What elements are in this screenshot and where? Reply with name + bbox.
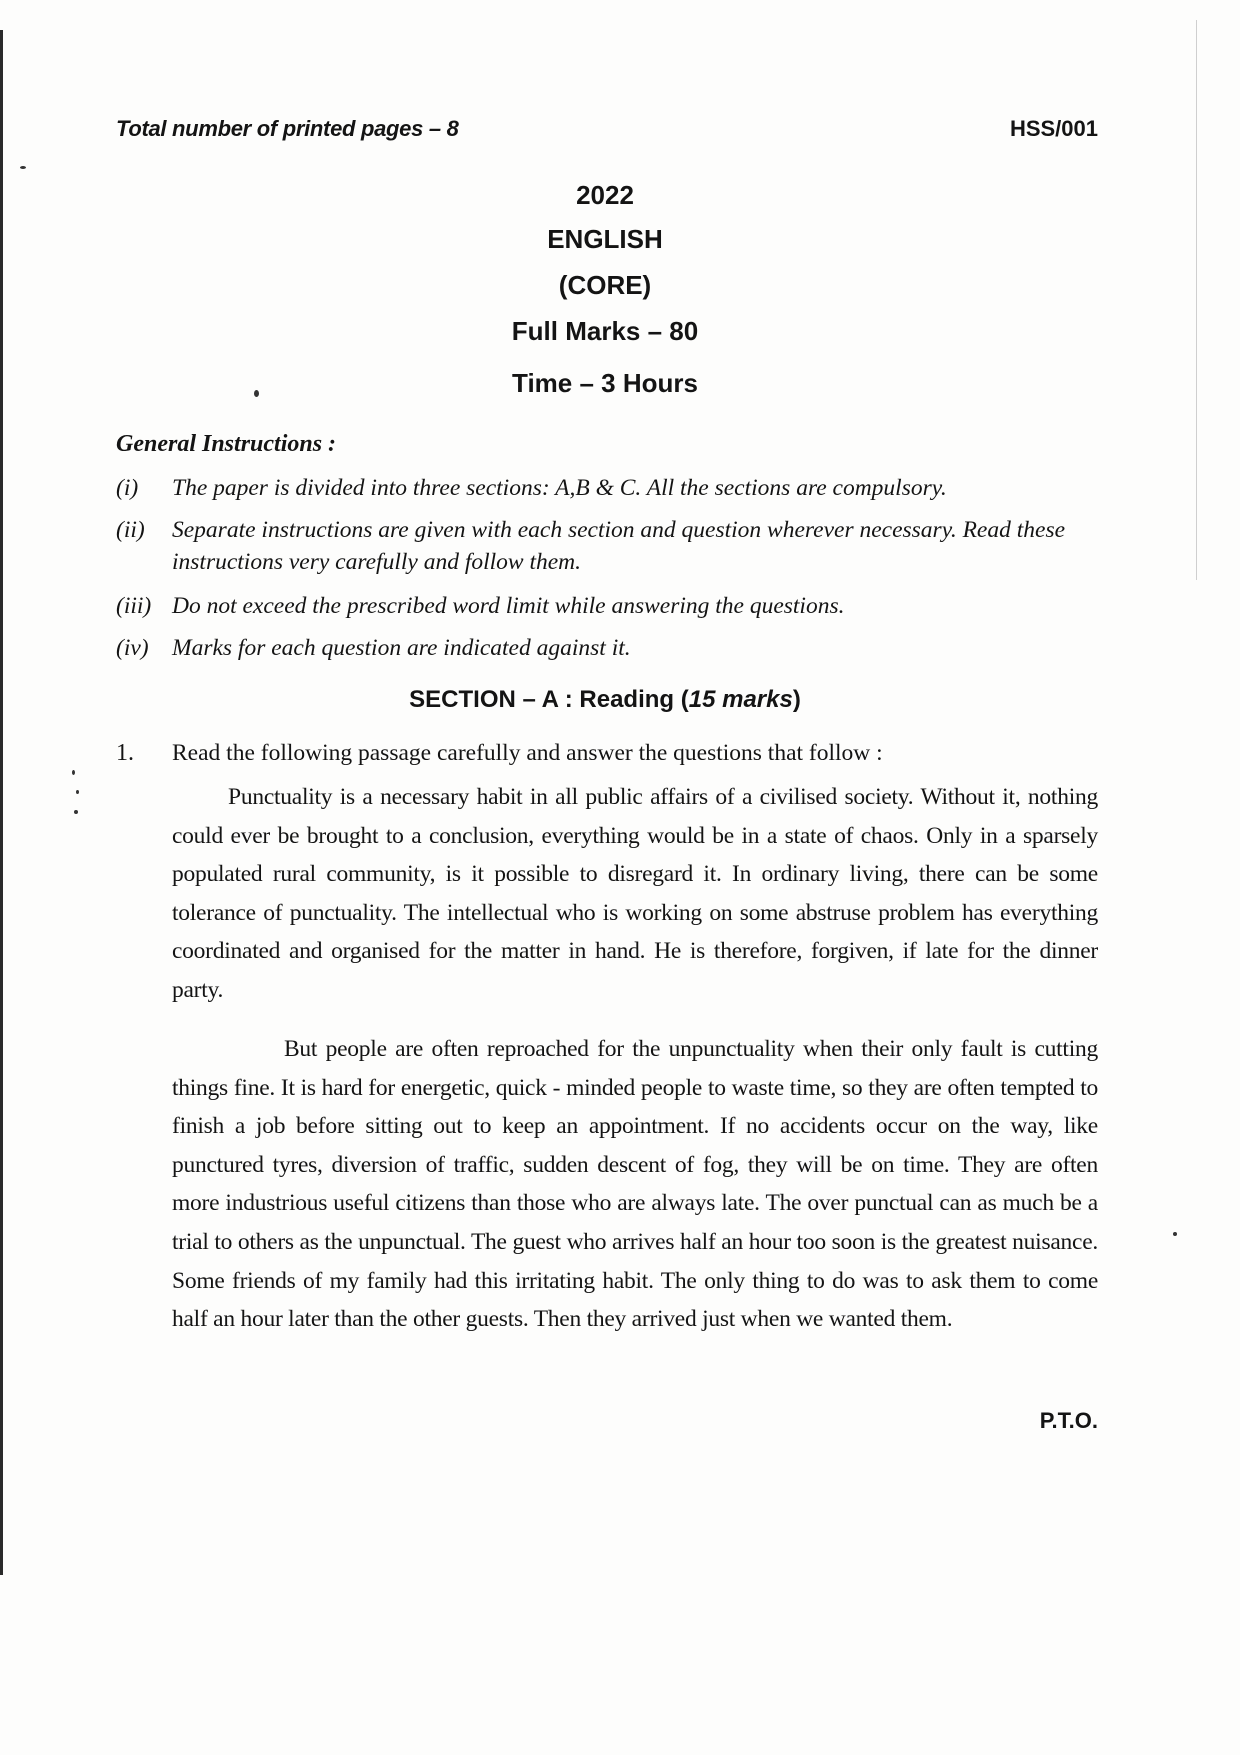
total-pages-label: Total number of printed pages – 8 xyxy=(116,116,459,141)
question-prompt: Read the following passage carefully and answer the questions that follow : xyxy=(172,740,883,766)
scan-speck xyxy=(72,770,75,775)
exam-year: 2022 xyxy=(576,180,634,210)
instruction-item xyxy=(116,514,1102,578)
instruction-number: (iv) xyxy=(116,635,149,661)
scan-speck xyxy=(1173,1232,1177,1236)
section-a-marks: 15 marks xyxy=(688,686,793,713)
scan-edge-left xyxy=(0,30,3,1575)
scan-speck xyxy=(20,166,26,169)
passage-paragraph-2: But people are often reproached for the unpunctuality when their only fault is cutting things fine. It is hard for energetic, quick - minded people to waste time, so they are often tempted to finish a job before sitting out to keep an appointment. If no accidents occur on the way, like punctured tyres, diversion of traffic, sudden descent of fog, they will be on time. They are often more industrious useful citizens than those who are always late. The over punctual can as much be a trial to others as the unpunctual. The guest who arrives half an hour too soon is the greatest nuisance. Some friends of my family had this irritating habit. The only thing to do was to ask them to come half an hour later than the other guests. Then they arrived just when we wanted them. xyxy=(172,1036,1098,1333)
instruction-number: (i) xyxy=(116,475,139,501)
instruction-item xyxy=(116,472,1102,504)
question-number: 1. xyxy=(116,740,134,766)
exam-time: Time – 3 Hours xyxy=(512,368,698,398)
instruction-number: (ii) xyxy=(116,517,145,543)
instruction-number: (iii) xyxy=(116,593,152,619)
instruction-text: Do not exceed the prescribed word limit while answering the questions. xyxy=(172,593,845,619)
exam-subject: ENGLISH xyxy=(547,224,663,254)
section-a-heading-suffix: ) xyxy=(792,686,801,713)
exam-paper-type: (CORE) xyxy=(558,270,652,300)
pto-label: P.T.O. xyxy=(1039,1408,1098,1433)
instruction-text: The paper is divided into three sections: A,B & C. All the sections are compulsory. xyxy=(172,475,947,501)
full-marks: Full Marks – 80 xyxy=(511,316,699,346)
scan-speck xyxy=(76,790,79,794)
instruction-text: Marks for each question are indicated against it. xyxy=(172,635,631,661)
instruction-item xyxy=(116,632,1102,664)
section-a-heading-prefix: SECTION – A : Reading ( xyxy=(409,686,689,713)
section-a-heading xyxy=(0,686,1210,714)
instruction-item xyxy=(116,590,1102,622)
general-instructions-heading: General Instructions : xyxy=(116,431,337,457)
paper-code: HSS/001 xyxy=(1009,116,1098,141)
scan-speck xyxy=(74,810,78,814)
instruction-text: Separate instructions are given with each section and question wherever necessary. Read these instructions very carefully and follow them. xyxy=(172,517,1066,575)
passage-paragraph-1: Punctuality is a necessary habit in all public affairs of a civilised society. Without it, nothing could ever be brought to a conclusion, everything would be in a state of chaos. Only in a sparsely populated rural community, is it possible to disregard it. In ordinary living, there can be some tolerance of punctuality. The intellectual who is working on some abstruse problem has everything coordinated and organised for the matter in hand. He is therefore, forgiven, if late for the dinner party. xyxy=(172,784,1098,1003)
